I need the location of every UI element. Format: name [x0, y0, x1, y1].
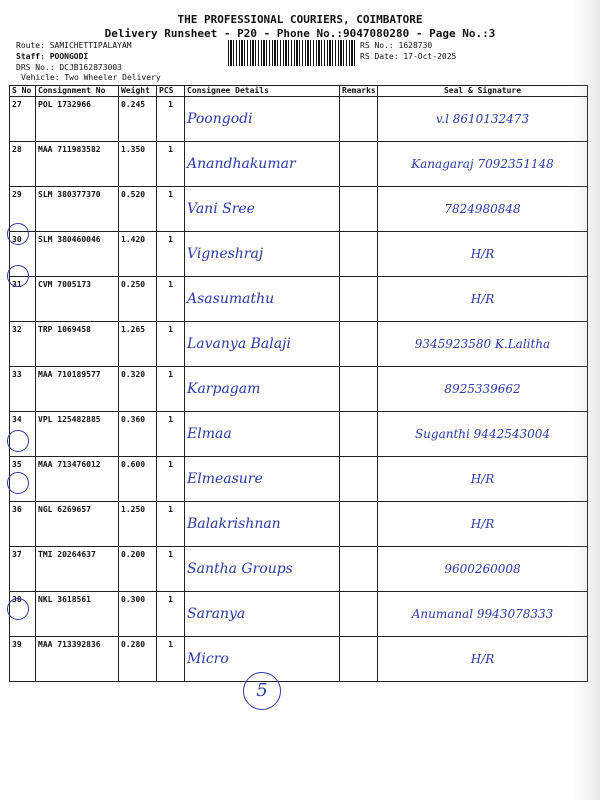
col-pcs: PCS	[157, 86, 185, 97]
rs-date: RS Date: 17-Oct-2025	[360, 52, 457, 61]
row-consignee: Lavanya Balaji	[185, 322, 340, 367]
row-signature: H/R	[378, 457, 588, 502]
row-sno: 34	[10, 412, 36, 457]
row-weight: 0.300	[119, 592, 157, 637]
row-weight: 0.200	[119, 547, 157, 592]
row-consignee: Balakrishnan	[185, 502, 340, 547]
row-pcs: 1	[157, 322, 185, 367]
row-pcs: 1	[157, 232, 185, 277]
row-remarks	[340, 412, 378, 457]
row-remarks	[340, 547, 378, 592]
row-pcs: 1	[157, 187, 185, 232]
page-edge-shadow	[572, 0, 600, 800]
row-consignment: MAA 710189577	[36, 367, 119, 412]
row-pcs: 1	[157, 142, 185, 187]
row-weight: 1.265	[119, 322, 157, 367]
row-pcs: 1	[157, 637, 185, 682]
staff-label: Staff: POONGODI	[16, 52, 89, 61]
row-consignment: NGL 6269657	[36, 502, 119, 547]
row-pcs: 1	[157, 502, 185, 547]
row-consignment: MAA 713476012	[36, 457, 119, 502]
row-sno: 37	[10, 547, 36, 592]
handwritten-page-mark: 5	[243, 672, 281, 710]
row-consignee: Poongodi	[185, 97, 340, 142]
row-pcs: 1	[157, 412, 185, 457]
row-signature: 8925339662	[378, 367, 588, 412]
runsheet-table	[9, 85, 588, 682]
row-pcs: 1	[157, 277, 185, 322]
row-39-circle-mark	[7, 598, 29, 620]
table-row	[10, 502, 588, 547]
row-pcs: 1	[157, 457, 185, 502]
row-consignment: MAA 713392836	[36, 637, 119, 682]
row-remarks	[340, 502, 378, 547]
drs-label: DRS No.: DCJB162873003	[16, 63, 122, 72]
row-consignee: Elmaa	[185, 412, 340, 457]
row-signature: 9345923580 K.Lalitha	[378, 322, 588, 367]
table-row	[10, 412, 588, 457]
row-sno: 36	[10, 502, 36, 547]
row-sno: 35	[10, 457, 36, 502]
row-remarks	[340, 322, 378, 367]
row-consignee: Micro	[185, 637, 340, 682]
table-row	[10, 277, 588, 322]
row-weight: 0.600	[119, 457, 157, 502]
row-remarks	[340, 637, 378, 682]
row-remarks	[340, 592, 378, 637]
row-sno: 33	[10, 367, 36, 412]
row-signature: 7824980848	[378, 187, 588, 232]
row-signature: v.l 8610132473	[378, 97, 588, 142]
row-signature: Kanagaraj 7092351148	[378, 142, 588, 187]
row-signature: H/R	[378, 277, 588, 322]
row-weight: 0.245	[119, 97, 157, 142]
col-remarks: Remarks	[340, 86, 378, 97]
row-remarks	[340, 232, 378, 277]
row-consignee: Karpagam	[185, 367, 340, 412]
row-pcs: 1	[157, 97, 185, 142]
vehicle-label: Vehicle: Two Wheeler Delivery	[21, 73, 161, 82]
row-consignment: NKL 3618561	[36, 592, 119, 637]
row-signature: Anumanal 9943078333	[378, 592, 588, 637]
row-consignee: Anandhakumar	[185, 142, 340, 187]
runsheet-subtitle: Delivery Runsheet - P20 - Phone No.:9047080280 - Page No.:3	[104, 27, 496, 40]
row-weight: 0.360	[119, 412, 157, 457]
row-remarks	[340, 457, 378, 502]
row-remarks	[340, 142, 378, 187]
table-row	[10, 637, 588, 682]
table-row	[10, 547, 588, 592]
row-signature: Suganthi 9442543004	[378, 412, 588, 457]
row-sno: 32	[10, 322, 36, 367]
col-consignee: Consignee Details	[185, 86, 340, 97]
row-weight: 1.350	[119, 142, 157, 187]
row-sno: 30	[10, 232, 36, 277]
row-sno: 38	[10, 592, 36, 637]
route-label: Route: SAMICHETTIPALAYAM	[16, 41, 132, 50]
table-row	[10, 142, 588, 187]
row-remarks	[340, 97, 378, 142]
row-consignee: Saranya	[185, 592, 340, 637]
row-remarks	[340, 367, 378, 412]
table-row	[10, 457, 588, 502]
row-consignment: POL 1732966	[36, 97, 119, 142]
row-signature: H/R	[378, 232, 588, 277]
row-sno: 28	[10, 142, 36, 187]
row-weight: 0.250	[119, 277, 157, 322]
table-row	[10, 97, 588, 142]
table-header-row	[10, 86, 588, 97]
table-row	[10, 322, 588, 367]
row-sno: 27	[10, 97, 36, 142]
row-sno: 39	[10, 637, 36, 682]
row-pcs: 1	[157, 592, 185, 637]
row-consignment: VPL 125482885	[36, 412, 119, 457]
row-35-circle-mark	[7, 430, 29, 452]
row-consignment: MAA 711983582	[36, 142, 119, 187]
col-signature: Seal & Signature	[378, 86, 588, 97]
row-sno: 29	[10, 187, 36, 232]
row-weight: 1.250	[119, 502, 157, 547]
row-31-circle-mark	[7, 265, 29, 287]
row-signature: H/R	[378, 637, 588, 682]
row-30-circle-mark	[7, 223, 29, 245]
row-36-circle-mark	[7, 472, 29, 494]
table-row	[10, 187, 588, 232]
row-consignment: SLM 380460046	[36, 232, 119, 277]
row-weight: 0.280	[119, 637, 157, 682]
row-consignment: CVM 7005173	[36, 277, 119, 322]
row-sno: 31	[10, 277, 36, 322]
row-weight: 0.520	[119, 187, 157, 232]
row-consignee: Asasumathu	[185, 277, 340, 322]
row-remarks	[340, 187, 378, 232]
company-title: THE PROFESSIONAL COURIERS, COIMBATORE	[177, 13, 423, 26]
row-consignee: Santha Groups	[185, 547, 340, 592]
rs-number: RS No.: 1628730	[360, 41, 433, 50]
col-weight: Weight	[119, 86, 157, 97]
row-pcs: 1	[157, 547, 185, 592]
table-row	[10, 367, 588, 412]
row-consignment: SLM 380377370	[36, 187, 119, 232]
row-consignee: Vani Sree	[185, 187, 340, 232]
col-sno: S No	[10, 86, 36, 97]
row-weight: 0.320	[119, 367, 157, 412]
col-consignment: Consignment No	[36, 86, 119, 97]
row-signature: H/R	[378, 502, 588, 547]
row-consignment: TMI 20264637	[36, 547, 119, 592]
row-remarks	[340, 277, 378, 322]
row-signature: 9600260008	[378, 547, 588, 592]
row-consignee: Elmeasure	[185, 457, 340, 502]
barcode	[228, 40, 356, 66]
row-weight: 1.420	[119, 232, 157, 277]
table-row	[10, 232, 588, 277]
table-row	[10, 592, 588, 637]
row-consignment: TRP 1069458	[36, 322, 119, 367]
row-pcs: 1	[157, 367, 185, 412]
row-consignee: Vigneshraj	[185, 232, 340, 277]
